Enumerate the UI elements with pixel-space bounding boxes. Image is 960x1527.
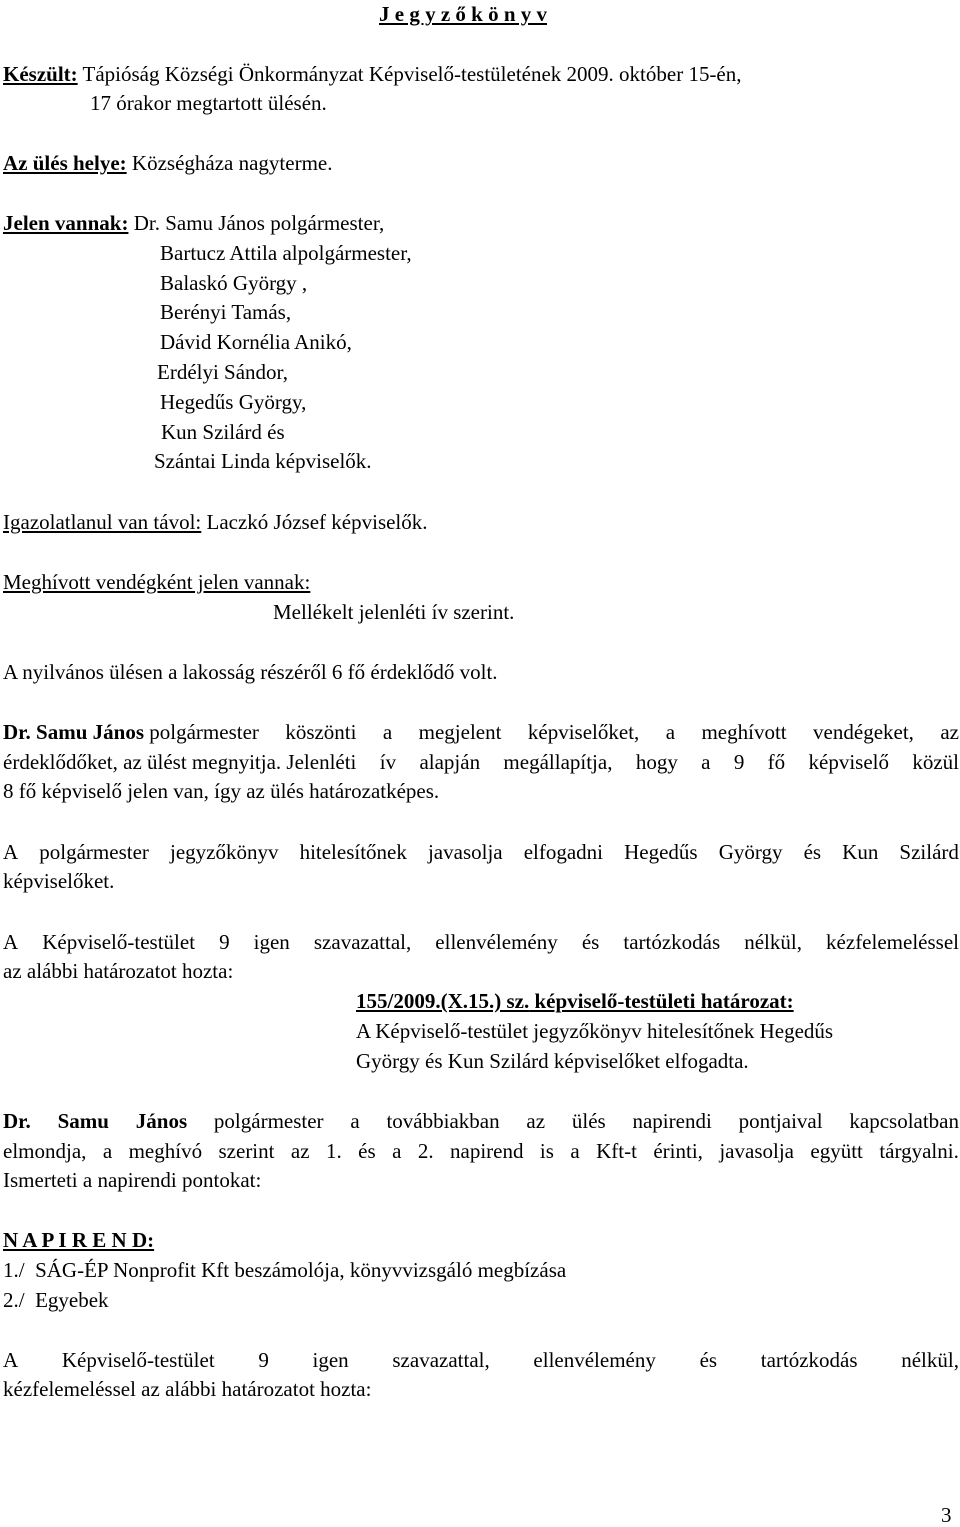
word: 9 [258,1348,269,1372]
para2-line1 [3,840,959,864]
word: kézfelemeléssel [826,930,959,954]
word: elmondja, [3,1139,87,1163]
word: elfogadni [523,840,604,864]
word: megjelent [418,720,502,744]
vendeg-value: Mellékelt jelenléti ív szerint. [273,600,515,624]
word: 1. [325,1139,342,1163]
word: meghívott [701,720,787,744]
para1-line3: 8 fő képviselő jelen van, így az ülés határozatképes. [3,779,440,803]
word: napirend [450,1139,524,1163]
helye-value: Községháza nagyterme. [126,151,333,175]
word: Kft-t [596,1139,637,1163]
word: hitelesítőnek [299,840,407,864]
word: képviselő [808,750,889,774]
word: Hegedűs [624,840,698,864]
word: a [665,720,676,744]
word: a [392,1139,402,1163]
word: az [940,720,959,744]
word: Jelenléti [286,750,357,774]
word: Képviselő-testület [61,1348,215,1372]
word: együtt [810,1139,863,1163]
word: György [718,840,783,864]
para1-line2-words [286,750,959,774]
word: javasolja [719,1139,794,1163]
member-item: Dávid Kornélia Anikó, [160,330,352,354]
member-item: Bartucz Attila alpolgármester, [160,241,412,265]
jelen-first-member: Dr. Samu János polgármester, [128,211,385,235]
word: megállapítja, [503,750,613,774]
word: Képviselő-testület [42,930,196,954]
word: 9 [219,930,230,954]
word: Kun [842,840,879,864]
word: szerint [218,1139,275,1163]
word: Dr. [3,1109,31,1133]
word: napirendi [632,1109,712,1133]
vendeg-label: Meghívott vendégként jelen vannak: [3,570,311,594]
tavol-line [3,510,428,534]
document-title: J e g y z ő k ö n y v [379,2,547,26]
para4-line1 [3,1109,959,1133]
member-item: Erdélyi Sándor, [157,360,288,384]
para3-line2: az alábbi határozatot hozta: [3,959,234,983]
word: és [358,1139,376,1163]
helye-label: Az ülés helye: [3,151,127,175]
word: közül [912,750,959,774]
word: köszönti [285,720,357,744]
word: 2. [417,1139,434,1163]
word: alapján [419,750,481,774]
member-item: Hegedűs György, [160,390,307,414]
word: tartózkodás [760,1348,858,1372]
word: meghívó [128,1139,203,1163]
para1-line1-words [144,720,959,744]
hatarozat-title: képviselő-testületi határozat: [529,989,794,1013]
word: fő [767,750,786,774]
napirend-heading: N A P I R E N D: [3,1228,155,1252]
word: tárgyalni. [879,1139,959,1163]
word: továbbiakban [386,1109,500,1133]
member-item: Balaskó György , [160,271,308,295]
word: szavazattal, [313,930,412,954]
page-number: 3 [941,1503,952,1527]
para1-line2 [3,750,959,774]
word: Szilárd [899,840,959,864]
word: pontjaival [738,1109,823,1133]
para2-line2: képviselőket. [3,869,115,893]
word: kapcsolatban [849,1109,959,1133]
para1-name: Dr. Samu János [3,720,145,744]
member-item: Berényi Tamás, [160,300,292,324]
word: ülés [571,1109,606,1133]
word: szavazattal, [392,1348,490,1372]
word: polgármester [213,1109,324,1133]
word: A [3,1348,19,1372]
word: a [102,1139,113,1163]
word: A [3,840,19,864]
hatarozat-heading [356,989,794,1013]
para1-line1 [3,720,959,744]
word: ellenvélemény [435,930,558,954]
member-item: Kun Szilárd és [161,420,285,444]
word: javasolja [427,840,503,864]
para4-line3: Ismerteti a napirendi pontokat: [3,1168,262,1192]
word: a [570,1139,580,1163]
keszult-line [3,62,742,86]
word: igen [312,1348,349,1372]
member-item: Szántai Linda képviselők. [154,449,372,473]
para5-line2: kézfelemeléssel az alábbi határozatot hozta: [3,1377,372,1401]
word: és [699,1348,718,1372]
keszult-value-line2: 17 órakor megtartott ülésén. [90,91,327,115]
tavol-value: Laczkó József képviselők. [201,510,428,534]
word: vendégeket, [813,720,914,744]
word: tartózkodás [623,930,721,954]
napirend-item: 1./ SÁG-ÉP Nonprofit Kft beszámolója, könyvvizsgáló megbízása [3,1258,567,1282]
jelen-line [3,211,384,235]
hatarozat-number: 155/2009.(X.15.) sz. [356,989,530,1013]
para4-line2 [3,1139,959,1163]
word: polgármester [144,720,259,744]
word: hogy [635,750,678,774]
word: nélkül, [744,930,802,954]
keszult-label: Készült: [3,62,78,86]
jelen-label: Jelen vannak: [3,211,129,235]
hatarozat-text-line1: A Képviselő-testület jegyzőkönyv hitelesítőnek Hegedűs [356,1019,834,1043]
word: érinti, [653,1139,703,1163]
word: is [539,1139,554,1163]
word: ív [379,750,397,774]
hatarozat-text-line2: György és Kun Szilárd képviselőket elfogadta. [356,1049,749,1073]
para1-line2-start: érdeklődőket, az ülést megnyitja. [3,750,287,774]
word: az [526,1109,546,1133]
word: képviselőket, [527,720,640,744]
helye-line [3,151,332,175]
word: az [290,1139,310,1163]
word: ellenvélemény [533,1348,656,1372]
word: polgármester [39,840,149,864]
word: 9 [733,750,745,774]
para3-line1 [3,930,959,954]
word: a [350,1109,360,1133]
word: a [701,750,711,774]
word: nélkül, [901,1348,959,1372]
nyilvanos-text: A nyilvános ülésen a lakosság részéről 6 fő érdeklődő volt. [3,660,498,684]
word: A [3,930,19,954]
word: jegyzőkönyv [169,840,279,864]
para5-line1 [3,1348,959,1372]
word: a [382,720,393,744]
napirend-item: 2./ Egyebek [3,1288,109,1312]
word: és [803,840,822,864]
tavol-label: Igazolatlanul van távol: [3,510,202,534]
word: Samu [57,1109,109,1133]
word: és [581,930,600,954]
word: János [135,1109,188,1133]
word: igen [253,930,290,954]
keszult-value-line1: Tápióság Községi Önkormányzat Képviselő-testületének 2009. október 15-én, [77,62,742,86]
